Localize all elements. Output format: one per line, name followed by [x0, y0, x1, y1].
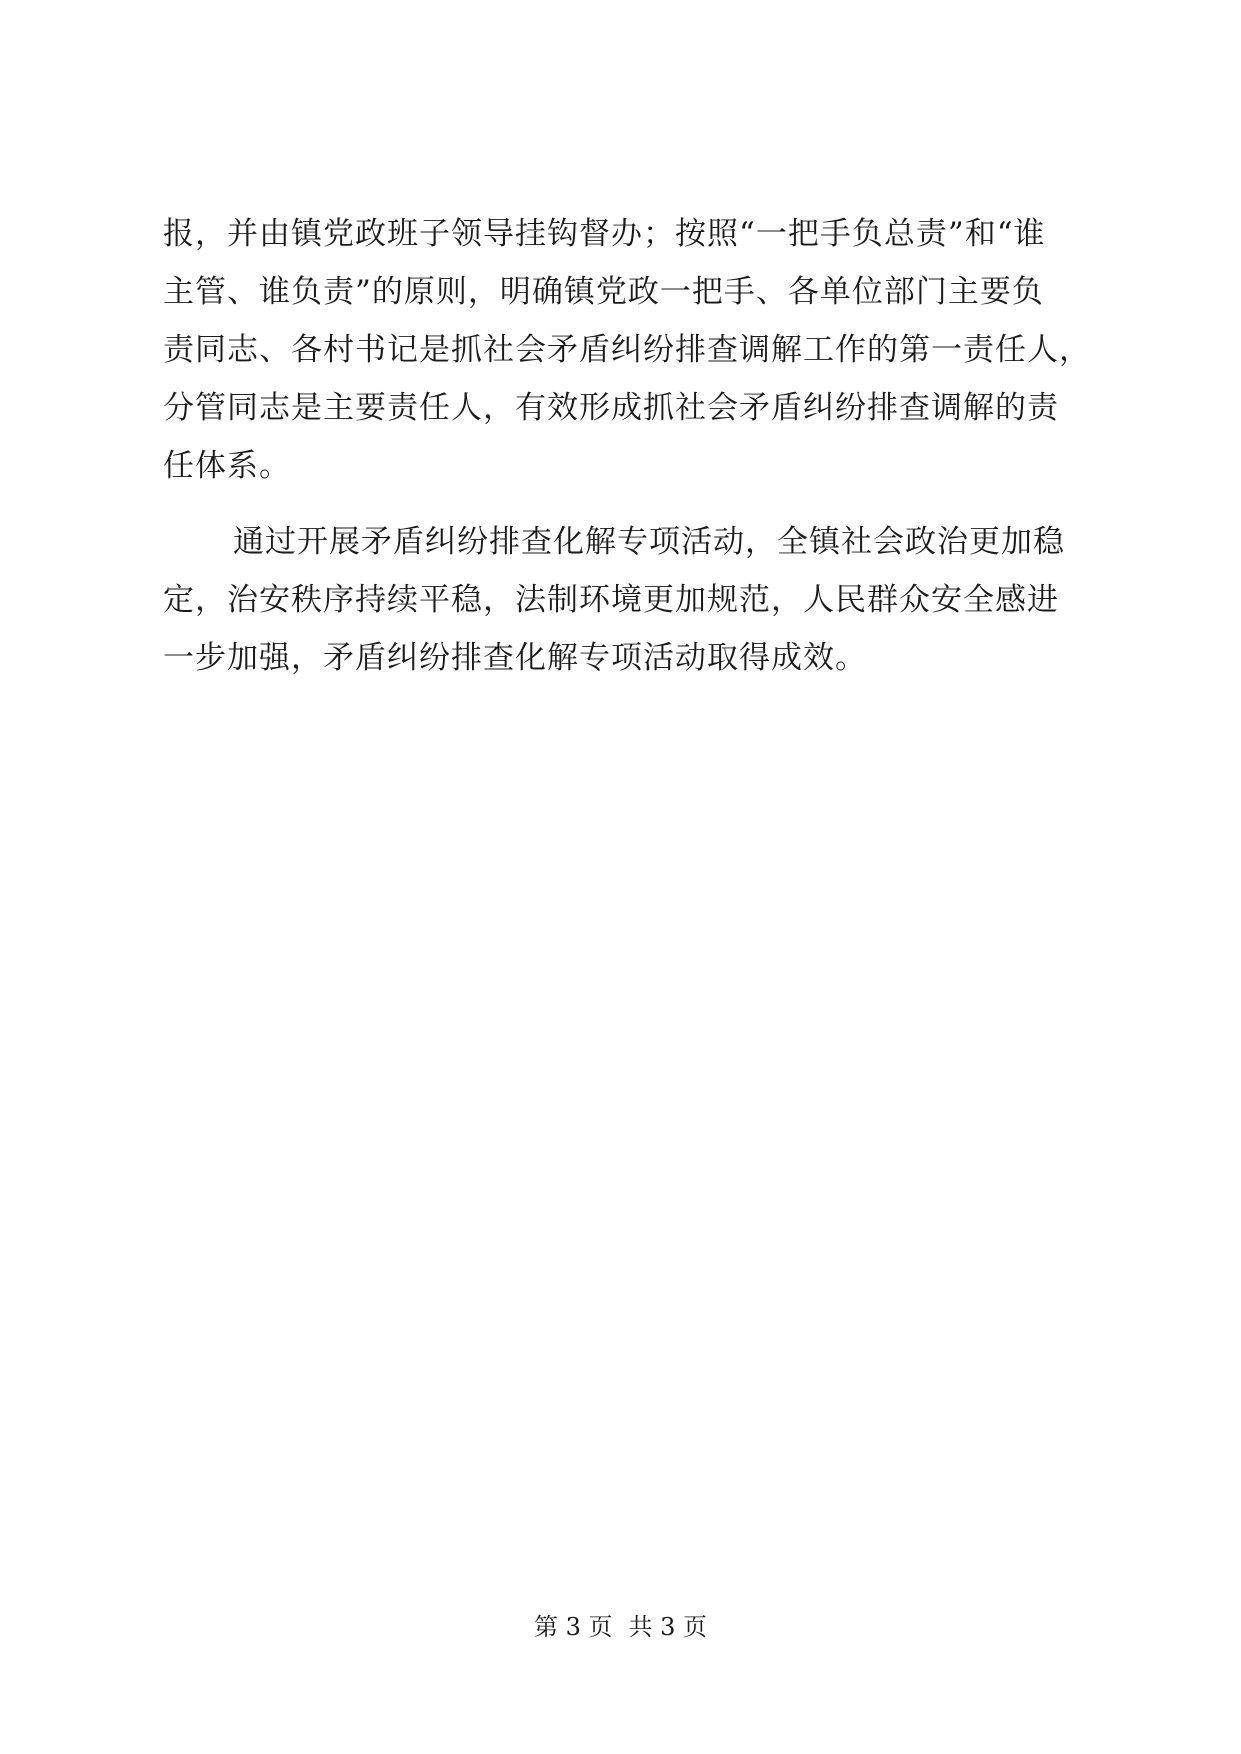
- paragraph-line: 分管同志是主要责任人，有效形成抓社会矛盾纠纷排查调解的责: [163, 390, 1059, 426]
- paragraph-1: [163, 205, 1123, 495]
- paragraph-line: 责同志、各村书记是抓社会矛盾纠纷排查调解工作的第一责任人，: [163, 332, 1091, 368]
- paragraph-line: 定，治安秩序持续平稳，法制环境更加规范，人民群众安全感进: [163, 582, 1059, 618]
- paragraph-2: [163, 513, 1123, 687]
- paragraph-line: 任体系。: [163, 448, 291, 484]
- paragraph-line: 一步加强，矛盾纠纷排查化解专项活动取得成效。: [163, 640, 867, 676]
- paragraph-line: 通过开展矛盾纠纷排查化解专项活动，全镇社会政治更加稳: [233, 524, 1065, 560]
- page-footer: [0, 1612, 1241, 1642]
- paragraph-line: 主管、谁负责”的原则，明确镇党政一把手、各单位部门主要负: [163, 274, 1044, 310]
- page-number: 第 3 页: [533, 1613, 613, 1641]
- page-total: 共 3 页: [628, 1613, 708, 1641]
- document-body: [163, 205, 1123, 687]
- paragraph-line: 报，并由镇党政班子领导挂钩督办；按照“一把手负总责”和“谁: [163, 216, 1046, 252]
